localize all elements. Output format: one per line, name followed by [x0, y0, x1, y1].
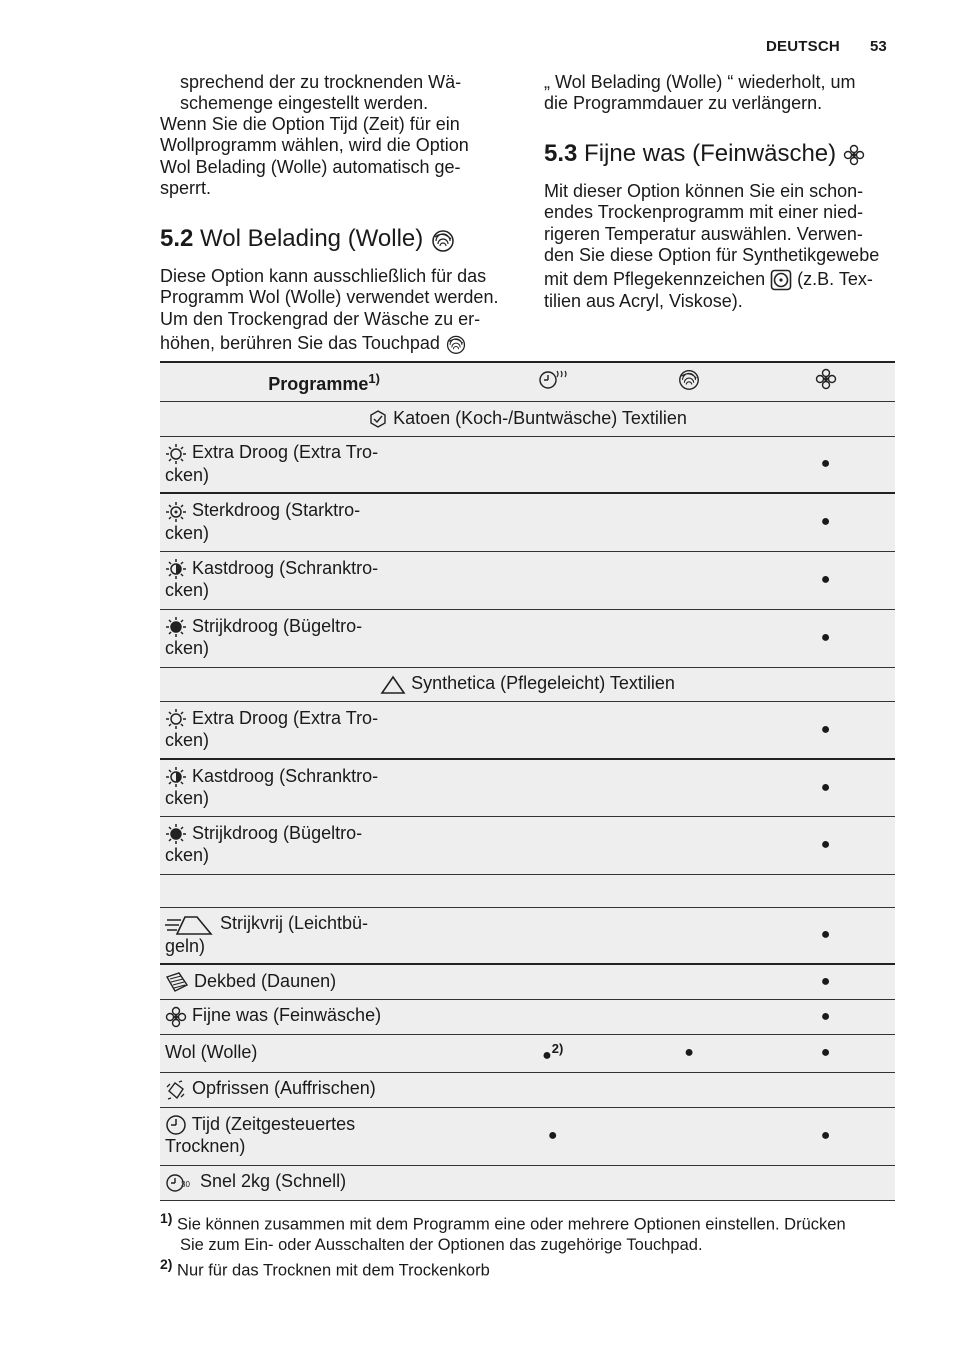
- footnote-mark: 2): [160, 1256, 173, 1272]
- header-language: DEUTSCH: [766, 38, 840, 55]
- cell-empty: [622, 999, 756, 1034]
- cell-empty: [622, 551, 756, 609]
- section-number: 5.2: [160, 225, 194, 252]
- programme-label: Strijkdroog (Bügeltro-: [192, 616, 363, 637]
- wool-icon: [677, 367, 701, 391]
- text-line: Wenn Sie die Option Tijd (Zeit) für ein: [160, 114, 460, 134]
- programme-label: Fijne was (Feinwäsche): [192, 1005, 382, 1026]
- table-header-row: [160, 362, 895, 401]
- quick-timer-icon: [165, 1172, 195, 1194]
- cell-empty: [622, 493, 756, 551]
- text-line: „ Wol Belading (Wolle) “ wiederholt, um: [544, 72, 856, 92]
- programme-cell: [160, 436, 483, 493]
- section-synthetics: [160, 667, 895, 701]
- cell-empty: [483, 907, 622, 964]
- text-line: [544, 269, 879, 291]
- footnote-2: [160, 1254, 900, 1281]
- text-line: sprechend der zu trocknenden Wä-: [180, 72, 462, 92]
- header-label: Programme: [268, 374, 369, 394]
- option-dot: ●: [483, 1107, 622, 1165]
- cell-empty: [622, 1107, 756, 1165]
- programme-label: Dekbed (Daunen): [194, 970, 337, 991]
- programme-label: Kastdroog (Schranktro-: [192, 558, 379, 579]
- flower-icon: [815, 368, 837, 390]
- header-option-wool: [622, 362, 756, 401]
- header-option-time: [483, 362, 622, 401]
- cell-empty: [483, 759, 622, 816]
- table-row: [160, 551, 895, 609]
- cell-empty: [483, 999, 622, 1034]
- table-row: [160, 1034, 895, 1072]
- footnote-text: Sie zum Ein- oder Ausschalten der Optionen das zugehörige Touchpad.: [180, 1235, 703, 1254]
- footnote-text: Nur für das Trocknen mit dem Trockenkorb: [177, 1261, 490, 1280]
- option-dot: ●: [756, 1107, 895, 1165]
- programme-cell: [160, 1072, 483, 1107]
- text-line: schemenge eingestellt werden.: [180, 93, 429, 114]
- cell-empty: [756, 1165, 895, 1200]
- cell-empty: [483, 701, 622, 759]
- table-row: [160, 1165, 895, 1200]
- table-section-row: [160, 667, 895, 701]
- table-empty-row: [160, 874, 895, 907]
- section-title: Wol Belading (Wolle): [200, 225, 424, 252]
- cell-empty: [622, 609, 756, 667]
- text-line: endes Trockenprogramm mit einer nied-: [544, 202, 864, 223]
- option-cell: [483, 1034, 622, 1072]
- section-label: Katoen (Koch-/Buntwäsche) Textilien: [393, 407, 687, 428]
- programme-cell: [160, 609, 483, 667]
- sun-half-icon: [165, 766, 187, 788]
- text-line: tilien aus Acryl, Viskose).: [544, 291, 743, 312]
- cell-empty: [483, 493, 622, 551]
- programme-label: Strijkdroog (Bügeltro-: [192, 823, 363, 844]
- programme-label: Wol (Wolle): [160, 1034, 483, 1072]
- programme-label: cken): [165, 522, 210, 543]
- option-dot: ●: [756, 701, 895, 759]
- cell-empty: [483, 964, 622, 999]
- section-heading-5-3: [544, 140, 865, 168]
- table-row: [160, 964, 895, 999]
- programme-label: cken): [165, 788, 210, 809]
- clock-icon: [165, 1114, 187, 1136]
- programme-cell: [160, 1165, 483, 1200]
- text-span: mit dem Pflegekennzeichen: [544, 269, 766, 290]
- text-line: [160, 333, 498, 355]
- cell-empty: [483, 1165, 622, 1200]
- programme-label: geln): [165, 935, 206, 956]
- synthetics-icon: [380, 675, 406, 695]
- cell-empty: [622, 701, 756, 759]
- text-line: Mit dieser Option können Sie ein schon-: [544, 181, 864, 201]
- flower-icon: [165, 1006, 187, 1028]
- sun-half-icon: [165, 558, 187, 580]
- sun-filled-icon: [165, 616, 187, 638]
- text-line: Wollprogramm wählen, wird die Option: [160, 135, 469, 156]
- sun-outline-icon: [165, 443, 187, 465]
- programme-label: Trocknen): [165, 1136, 246, 1157]
- svg-text:30: 30: [181, 1179, 190, 1189]
- programme-cell: [160, 493, 483, 551]
- cell-empty: [622, 436, 756, 493]
- option-dot: ●: [542, 1047, 552, 1064]
- programme-cell: [160, 964, 483, 999]
- option-dot: ●: [756, 759, 895, 816]
- page-number: 53: [870, 38, 887, 55]
- cell-empty: [483, 1072, 622, 1107]
- text-line: Programm Wol (Wolle) verwendet werden.: [160, 287, 499, 308]
- time-steam-icon: [538, 367, 568, 391]
- duvet-icon: [165, 971, 189, 993]
- empty-cell: [160, 874, 895, 907]
- option-dot: ●: [756, 436, 895, 493]
- text-line: rigeren Temperatur auswählen. Verwen-: [544, 223, 863, 244]
- table-row: [160, 907, 895, 964]
- text-span: höhen, berühren Sie das Touchpad: [160, 332, 440, 353]
- cell-empty: [483, 816, 622, 874]
- table-row: [160, 759, 895, 816]
- wool-icon: [430, 227, 456, 253]
- cotton-icon: [368, 409, 388, 429]
- text-line: die Programmdauer zu verlängern.: [544, 93, 823, 114]
- easy-iron-icon: [165, 914, 215, 936]
- table-row: [160, 1072, 895, 1107]
- option-dot: ●: [756, 816, 895, 874]
- text-line: Um den Trockengrad der Wäsche zu er-: [160, 308, 481, 329]
- section-cotton: [160, 401, 895, 436]
- header-option-delicate: [756, 362, 895, 401]
- left-intro-indent: [180, 72, 461, 115]
- sun-dotted-icon: [165, 501, 187, 523]
- programme-cell: [160, 1107, 483, 1165]
- cell-empty: [483, 609, 622, 667]
- table-row: [160, 436, 895, 493]
- programme-label: Kastdroog (Schranktro-: [192, 765, 379, 786]
- option-dot: ●: [756, 1034, 895, 1072]
- footnote-ref: 2): [551, 1041, 564, 1056]
- cell-empty: [483, 551, 622, 609]
- text-line: Diese Option kann ausschließlich für das: [160, 266, 487, 286]
- cell-empty: [622, 964, 756, 999]
- option-dot: ●: [756, 551, 895, 609]
- programme-cell: [160, 999, 483, 1034]
- cell-empty: [622, 1072, 756, 1107]
- text-line: sperrt.: [160, 177, 212, 198]
- text-line: den Sie diese Option für Synthetikgewebe: [544, 244, 880, 265]
- options-table: [160, 361, 895, 1201]
- programme-cell: [160, 907, 483, 964]
- table-row: [160, 999, 895, 1034]
- programme-cell: [160, 701, 483, 759]
- cell-empty: [622, 907, 756, 964]
- table-row: [160, 493, 895, 551]
- wool-icon: [445, 333, 467, 355]
- table-row: [160, 816, 895, 874]
- programme-cell: [160, 816, 483, 874]
- text-line: Wol Belading (Wolle) automatisch ge-: [160, 156, 461, 177]
- programme-label: Tijd (Zeitgesteuertes: [191, 1114, 356, 1135]
- programme-label: cken): [165, 845, 210, 866]
- programme-label: Strijkvrij (Leichtbü-: [220, 913, 369, 934]
- programme-label: Extra Droog (Extra Tro-: [192, 442, 379, 463]
- option-dot: ●: [756, 999, 895, 1034]
- footnote-ref: 1): [368, 371, 380, 386]
- programme-cell: [160, 759, 483, 816]
- option-dot: ●: [756, 907, 895, 964]
- flower-icon: [843, 144, 865, 166]
- programme-label: cken): [165, 638, 210, 659]
- section-label: Synthetica (Pflegeleicht) Textilien: [411, 673, 675, 694]
- right-body: [544, 181, 879, 313]
- right-intro: [544, 72, 855, 115]
- table-row: [160, 701, 895, 759]
- header-programme: [160, 362, 483, 401]
- programme-label: cken): [165, 730, 210, 751]
- text-span: (z.B. Tex-: [797, 269, 873, 290]
- section-title: Fijne was (Feinwäsche): [584, 140, 837, 167]
- sun-filled-icon: [165, 823, 187, 845]
- footnote-text: Sie können zusammen mit dem Programm eine oder mehrere Optionen einstellen. Drücken: [177, 1215, 846, 1234]
- option-dot: ●: [756, 964, 895, 999]
- programme-cell: [160, 551, 483, 609]
- cell-empty: [622, 1165, 756, 1200]
- left-intro: [160, 114, 469, 199]
- left-body: [160, 266, 498, 355]
- sun-outline-icon: [165, 708, 187, 730]
- section-heading-5-2: [160, 225, 456, 253]
- programme-label: Snel 2kg (Schnell): [200, 1171, 347, 1192]
- cell-empty: [756, 1072, 895, 1107]
- option-dot: ●: [756, 493, 895, 551]
- cell-empty: [483, 436, 622, 493]
- section-number: 5.3: [544, 140, 578, 167]
- table-section-row: [160, 401, 895, 436]
- refresh-icon: [165, 1079, 187, 1101]
- cell-empty: [622, 816, 756, 874]
- programme-label: Opfrissen (Auffrischen): [192, 1078, 376, 1099]
- table-row: [160, 609, 895, 667]
- footnote-mark: 1): [160, 1210, 173, 1226]
- programme-label: cken): [165, 580, 210, 601]
- tumble-dry-symbol-icon: [770, 269, 792, 291]
- option-dot: ●: [756, 609, 895, 667]
- footnote-1: [160, 1208, 900, 1255]
- programme-label: Sterkdroog (Starktro-: [192, 500, 361, 521]
- cell-empty: [622, 759, 756, 816]
- programme-label: Extra Droog (Extra Tro-: [192, 707, 379, 728]
- table-row: [160, 1107, 895, 1165]
- programme-label: cken): [165, 464, 210, 485]
- option-dot: ●: [622, 1034, 756, 1072]
